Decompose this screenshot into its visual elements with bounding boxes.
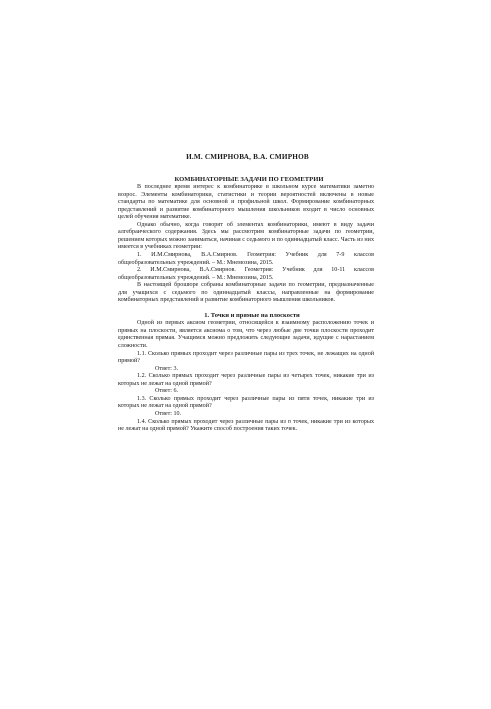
answer-1-1: Ответ: 3. (155, 365, 179, 372)
intro-paragraph-2: Однако обычно, когда говорят об элементах комбинаторики, имеют в виду задачи алгебраического содержания. Здесь мы рассмотрим комбинаторные задачи по геометрии, решением которых можно заниматься, начиная с седьмого и по одиннадцатый класс. Часть из них имеется в учебниках геометрии: (118, 221, 374, 251)
document-page (118, 154, 374, 434)
problem-1-4 (118, 419, 374, 434)
problem-1-3: 1.3. Сколько прямых проходит через различные пары из пяти точек, никакие три из которых не лежат на одной прямой? (118, 395, 374, 410)
problem-1-1: 1.1. Сколько прямых проходит через различные пары из трех точек, не лежащих на одной прямой? (118, 350, 374, 365)
reference-2: 2. И.М.Смирнова, В.А.Смирнов. Геометрия: Учебник для 10-11 классов общеобразовательных учреждений. – М.: Мнемозина, 2015. (118, 267, 374, 281)
problem-1-4-variable: n (287, 418, 291, 425)
answer-1-3: Ответ: 10. (155, 410, 182, 417)
intro-paragraph-3: В настоящей брошюре собраны комбинаторные задачи по геометрии, предназначенные для учащихся с седьмого по одиннадцатый классы, направленные на формирование комбинаторных представлений и развитие комбинаторного мышления школьников. (118, 282, 374, 304)
section-1-title: 1. Точки и прямые на плоскости (204, 311, 300, 319)
section-1-intro: Одной из первых аксиом геометрии, относящейся к взаимному расположению точек и прямых на плоскости, является аксиома о том, что через любые две точки плоскости проходит единственная прямая. Учащимся можно предложить следующие задачи, идущие с нарастанием сложности. (118, 320, 374, 350)
problem-1-2: 1.2. Сколько прямых проходит через различные пары из четырех точек, никакие три из которых не лежат на одной прямой? (118, 373, 374, 387)
problem-1-4-end: точек, никакие три из которых не лежат на одной прямой? Укажите способ построения таких точек. (118, 418, 374, 433)
problem-1-4-start: 1.4. Сколько прямых проходит через различные пары из (137, 418, 288, 425)
answer-1-2: Ответ: 6. (155, 388, 179, 395)
intro-paragraph-1: В последнее время интерес к комбинаторике в школьном курсе математики заметно возрос. Элементы комбинаторики, статистики и теории вероятностей включены в новые стандарты по математике для основной и профильной школ. Формирование комбинаторных представлений и развитие комбинаторного мышления школьников входит в число основных целей обучения математике. (118, 184, 374, 221)
document-title: КОМБИНАТОРНЫЕ ЗАДАЧИ ПО ГЕОМЕТРИИ (174, 175, 324, 183)
authors-line: И.М. СМИРНОВА, В.А. СМИРНОВ (186, 153, 309, 161)
reference-1: 1. И.М.Смирнова, В.А.Смирнов. Геометрия: Учебник для 7-9 классов общеобразовательных учреждений. – М.: Мнемозина, 2015. (118, 252, 374, 266)
